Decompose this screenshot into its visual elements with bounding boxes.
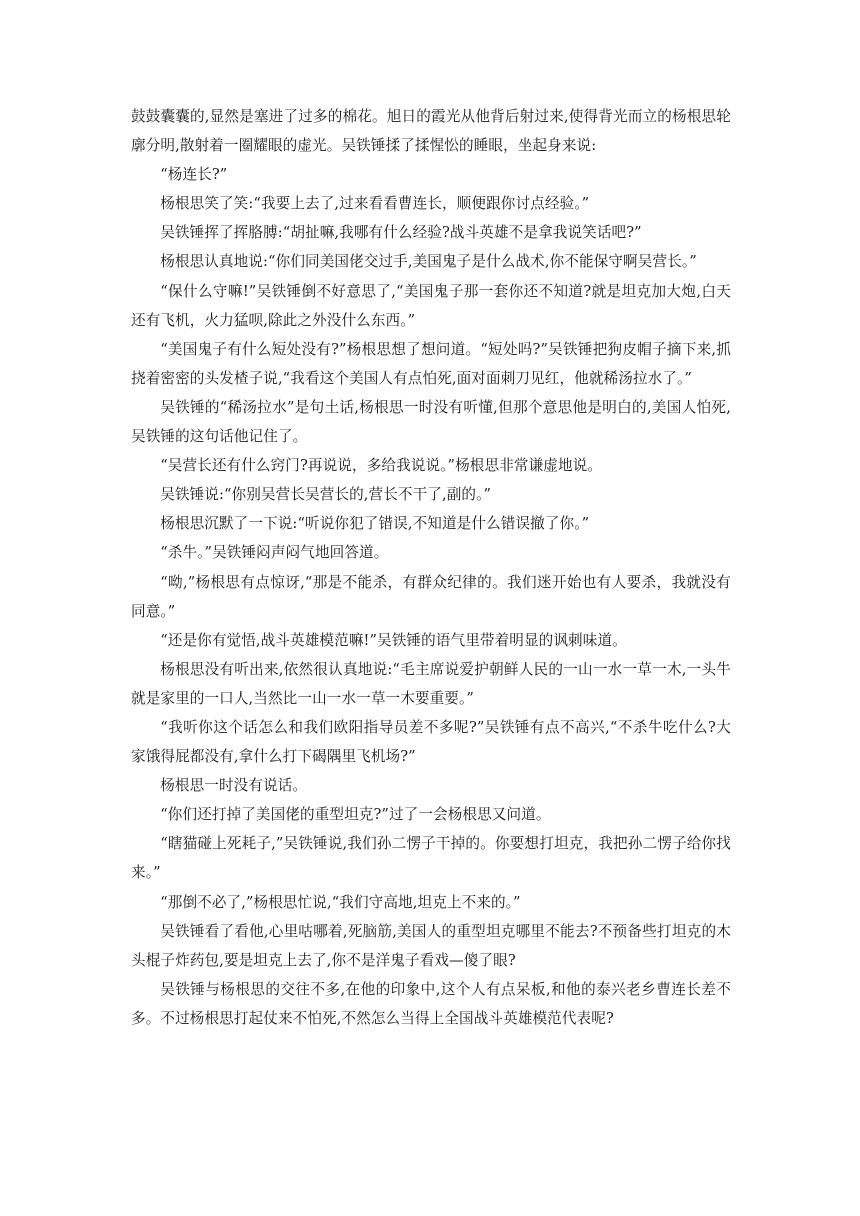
paragraph: 鼓鼓囊囊的,显然是塞进了过多的棉花。旭日的霞光从他背后射过来,使得背光而立的杨根思轮廓分明,散射着一圈耀眼的虚光。吴铁锤揉了揉惺忪的睡眼，坐起身来说:: [131, 108, 731, 155]
paragraph: 吴铁锤挥了挥胳膊:“胡扯嘛,我哪有什么经验?战斗英雄不是拿我说笑话吧?”: [160, 224, 642, 242]
paragraph: 杨根思沉默了一下说:“听说你犯了错误,不知道是什么错误撤了你。”: [160, 515, 590, 533]
paragraph: “呦,”杨根思有点惊讶,“那是不能杀，有群众纪律的。我们迷开始也有人要杀，我就没有同意。”: [131, 573, 731, 620]
paragraph: “你们还打掉了美国佬的重型坦克?”过了一会杨根思又问道。: [160, 806, 551, 824]
paragraph: “杨连长?”: [160, 166, 228, 184]
paragraph: 吴铁锤说:“你别吴营长吴营长的,营长不干了,副的。”: [160, 486, 492, 504]
paragraph: “那倒不必了,”杨根思忙说,“我们守高地,坦克上不来的。”: [160, 893, 521, 911]
paragraph: 杨根思一时没有说话。: [160, 777, 308, 795]
paragraph: “瞎猫碰上死耗子,”吴铁锤说,我们孙二愣子干掉的。你要想打坦克，我把孙二愣子给你找来。”: [131, 835, 731, 882]
paragraph: “我听你这个话怎么和我们欧阳指导员差不多呢?”吴铁锤有点不高兴,“不杀牛吃什么?大家饿得屁都没有,拿什么打下碣隅里飞机场?”: [131, 718, 731, 766]
paragraph: “杀牛。”吴铁锤闷声闷气地回答道。: [160, 544, 389, 562]
paragraph: “还是你有觉悟,战斗英雄模范嘛!”吴铁锤的语气里带着明显的讽刺味道。: [160, 631, 627, 649]
paragraph: 杨根思笑了笑:“我要上去了,过来看看曹连长，顺便跟你讨点经验。”: [160, 195, 590, 213]
paragraph: “美国鬼子有什么短处没有?”杨根思想了想问道。“短处吗?”吴铁锤把狗皮帽子摘下来,抓挠着密密的头发楂子说,“我看这个美国人有点怕死,面对面刺刀见红，他就稀汤拉水了。”: [131, 340, 731, 387]
paragraph: 吴铁锤看了看他,心里咕哪着,死脑筋,美国人的重型坦克哪里不能去?不预备些打坦克的木头棍子炸药包,要是坦克上去了,你不是洋鬼子看戏—傻了眼?: [131, 922, 731, 969]
document-body: [131, 102, 731, 1033]
paragraph: 杨根思认真地说:“你们同美国佬交过手,美国鬼子是什么战术,你不能保守啊吴营长。”: [160, 253, 697, 271]
paragraph: “保什么守嘛!”吴铁锤倒不好意思了,“美国鬼子那一套你还不知道?就是坦克加大炮,白天还有飞机，火力猛呗,除此之外没什么东西。”: [131, 282, 731, 329]
paragraph: 杨根思没有听出来,依然很认真地说:“毛主席说爱护朝鲜人民的一山一水一草一木,一头牛就是家里的一口人,当然比一山一水一草一木要重要。”: [131, 660, 731, 707]
paragraph: 吴铁锤与杨根思的交往不多,在他的印象中,这个人有点呆板,和他的泰兴老乡曹连长差不多。不过杨根思打起仗来不怕死,不然怎么当得上全国战斗英雄模范代表呢?: [131, 980, 731, 1027]
paragraph: “吴营长还有什么窍门?再说说，多给我说说。”杨根思非常谦虚地说。: [160, 457, 603, 475]
paragraph: 吴铁锤的“稀汤拉水”是句土话,杨根思一时没有听懂,但那个意思他是明白的,美国人怕死,吴铁锤的这句话他记住了。: [131, 398, 731, 446]
